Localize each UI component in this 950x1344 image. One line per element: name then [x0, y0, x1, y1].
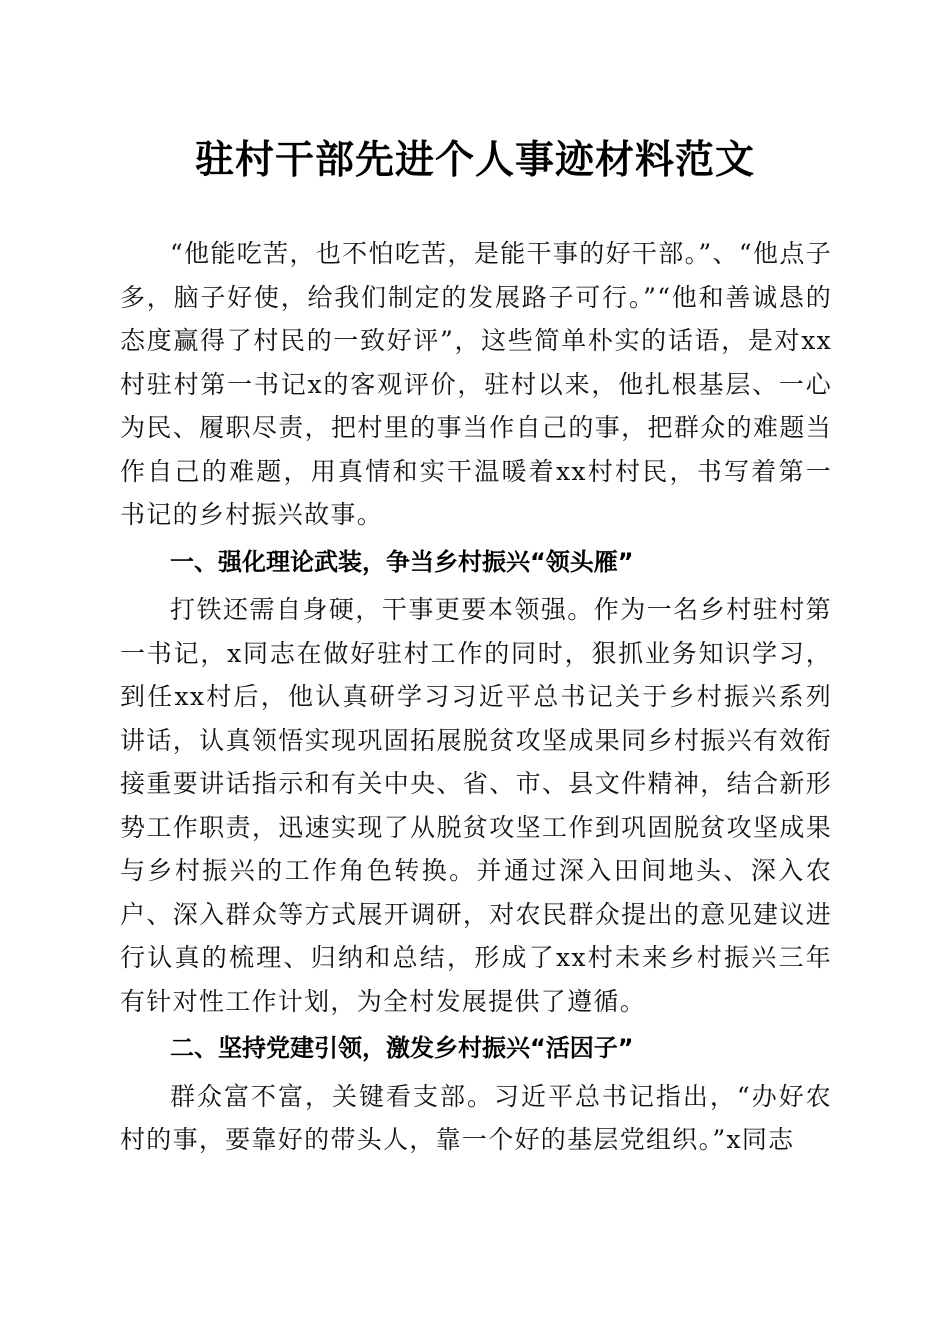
document-body: [120, 232, 832, 1162]
section-heading: 一、强化理论武装，争当乡村振兴“领头雁”: [170, 547, 634, 576]
body-paragraph: “他能吃苦，也不怕吃苦，是能干事的好干部。”、“他点子多，脑子好使，给我们制定的发展路子可行。”“他和善诚恳的态度赢得了村民的一致好评”，这些简单朴实的话语，是对xx村驻村第一书记x的客观评价，驻村以来，他扎根基层、一心为民、履职尽责，把村里的事当作自己的事，把群众的难题当作自己的难题，用真情和实干温暖着xx村村民，书写着第一书记的乡村振兴故事。: [120, 239, 832, 529]
body-paragraph: 打铁还需自身硬，干事更要本领强。作为一名乡村驻村第一书记，x同志在做好驻村工作的同时，狠抓业务知识学习，到任xx村后，他认真研学习习近平总书记关于乡村振兴系列讲话，认真领悟实现巩固拓展脱贫攻坚成果同乡村振兴有效衔接重要讲话指示和有关中央、省、市、县文件精神，结合新形势工作职责，迅速实现了从脱贫攻坚工作到巩固脱贫攻坚成果与乡村振兴的工作角色转换。并通过深入田间地头、深入农户、深入群众等方式展开调研，对农民群众提出的意见建议进行认真的梳理、归纳和总结，形成了xx村未来乡村振兴三年有针对性工作计划，为全村发展提供了遵循。: [120, 595, 832, 1016]
page-title: 驻村干部先进个人事迹材料范文: [194, 137, 755, 183]
body-paragraph: 群众富不富，关键看支部。习近平总书记指出，“办好农村的事，要靠好的带头人，靠一个好的基层党组织。”x同志: [120, 1081, 832, 1154]
section-heading: 二、坚持党建引领，激发乡村振兴“活因子”: [170, 1034, 634, 1062]
